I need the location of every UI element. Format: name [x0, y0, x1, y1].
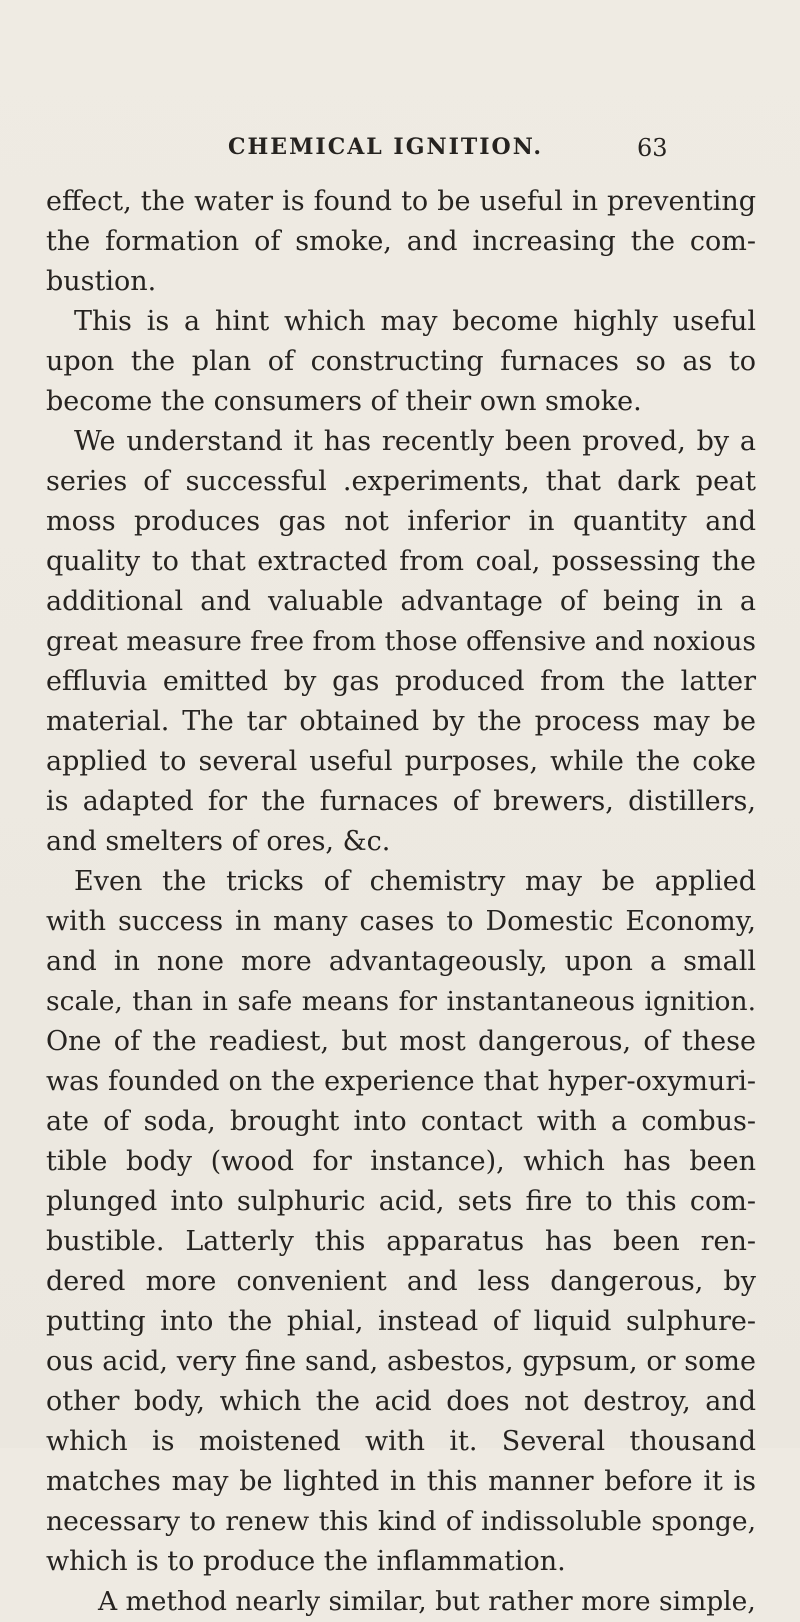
- text-line: the formation of smoke, and increasing the com-: [46, 226, 756, 257]
- body-text: [46, 182, 756, 1622]
- text-line: was founded on the experience that hyper-oxymuri-: [46, 1066, 756, 1097]
- text-line: upon the plan of constructing furnaces so as to: [46, 346, 756, 377]
- text-line: additional and valuable advantage of being in a: [46, 586, 756, 617]
- running-title: CHEMICAL IGNITION.: [228, 134, 544, 160]
- text-line: is adapted for the furnaces of brewers, distillers,: [46, 786, 756, 817]
- text-line: necessary to renew this kind of indissoluble sponge,: [46, 1506, 756, 1537]
- text-line: effluvia emitted by gas produced from the latter: [46, 666, 756, 697]
- text-line: Even the tricks of chemistry may be applied: [74, 866, 756, 897]
- text-line: material. The tar obtained by the process may be: [46, 706, 756, 737]
- text-line: ous acid, very fine sand, asbestos, gypsum, or some: [46, 1346, 756, 1377]
- text-line: We understand it has recently been proved, by a: [74, 426, 756, 457]
- text-line: and smelters of ores, &c.: [46, 826, 391, 857]
- text-line: plunged into sulphuric acid, sets fire to this com-: [46, 1186, 756, 1217]
- text-line: bustion.: [46, 266, 157, 297]
- text-line: A method nearly similar, but rather more simple,: [98, 1586, 756, 1617]
- text-line: applied to several useful purposes, while the coke: [46, 746, 756, 777]
- text-line: quality to that extracted from coal, possessing the: [46, 546, 756, 577]
- text-line: ate of soda, brought into contact with a combus-: [46, 1106, 756, 1137]
- text-line: bustible. Latterly this apparatus has been ren-: [46, 1226, 756, 1257]
- text-line: putting into the phial, instead of liquid sulphure-: [46, 1306, 756, 1337]
- text-line: become the consumers of their own smoke.: [46, 386, 642, 417]
- text-line: which is moistened with it. Several thousand: [46, 1426, 756, 1457]
- text-line: series of successful .experiments, that dark peat: [46, 466, 756, 497]
- text-line: great measure free from those offensive and noxious: [46, 626, 756, 657]
- text-line: with success in many cases to Domestic Economy,: [46, 906, 756, 937]
- text-line: One of the readiest, but most dangerous, of these: [46, 1026, 756, 1057]
- text-line: other body, which the acid does not destroy, and: [46, 1386, 756, 1417]
- running-head: [0, 134, 800, 170]
- text-line: tible body (wood for instance), which has been: [46, 1146, 756, 1177]
- text-line: dered more convenient and less dangerous, by: [46, 1266, 756, 1297]
- text-line: matches may be lighted in this manner before it is: [46, 1466, 756, 1497]
- text-line: moss produces gas not inferior in quantity and: [46, 506, 756, 537]
- page-number: 63: [637, 134, 668, 162]
- text-line: This is a hint which may become highly useful: [74, 306, 756, 337]
- text-line: scale, than in safe means for instantaneous ignition.: [46, 986, 756, 1017]
- text-line: and in none more advantageously, upon a small: [46, 946, 756, 977]
- text-line: effect, the water is found to be useful in preventing: [46, 186, 756, 217]
- text-line: which is to produce the inflammation.: [46, 1546, 566, 1577]
